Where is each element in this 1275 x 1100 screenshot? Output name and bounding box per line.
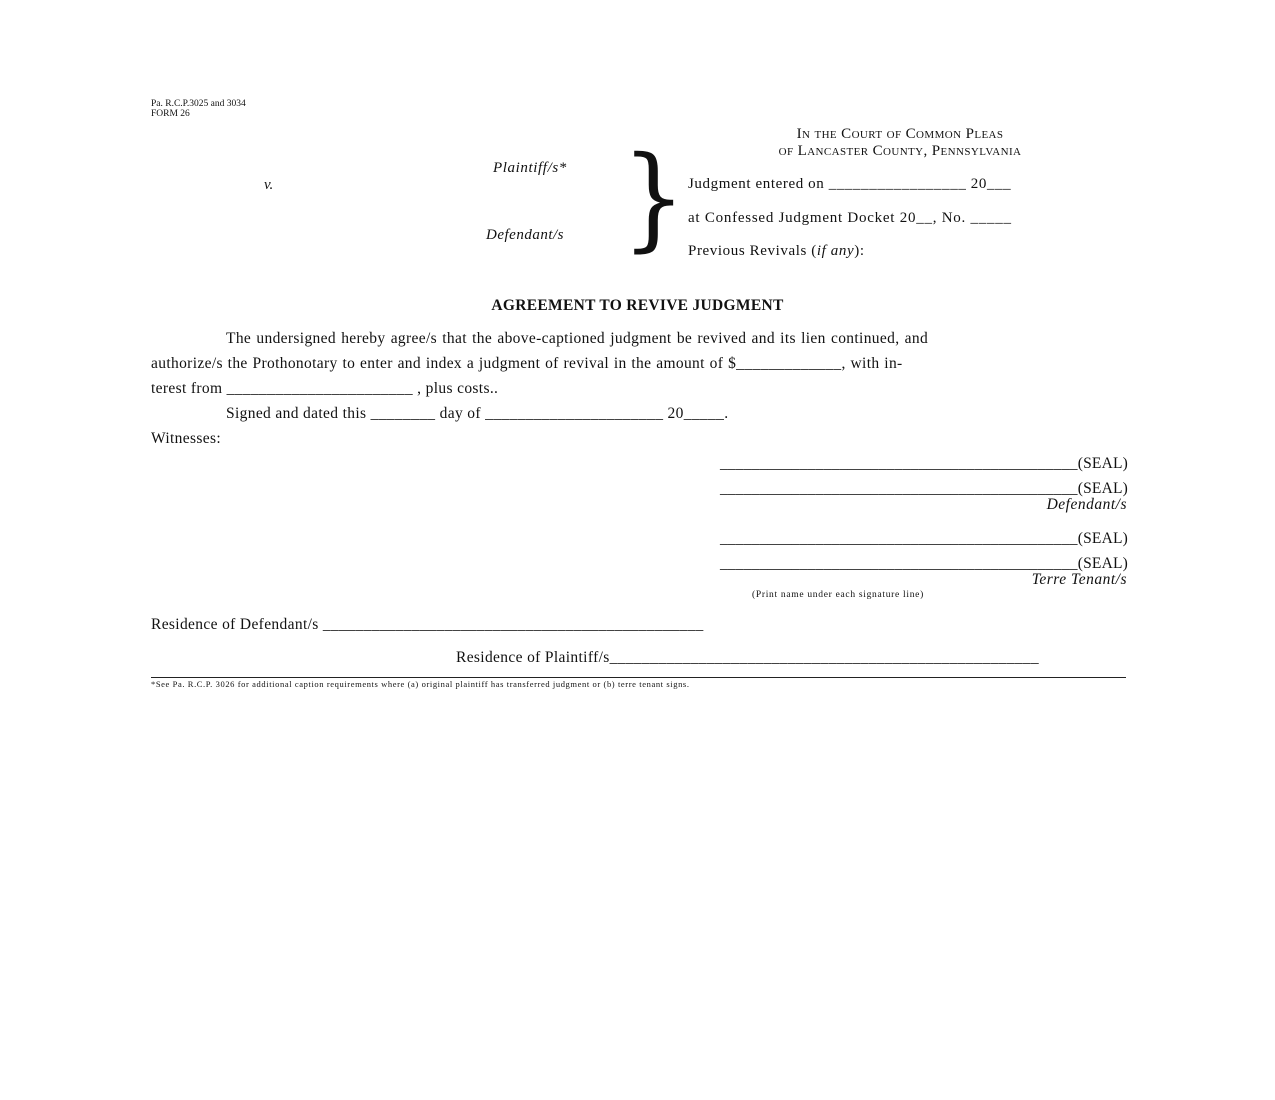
- form-number: FORM 26: [151, 109, 190, 119]
- defendant-residence-line: Residence of Defendant/s _______________________________________________: [151, 616, 704, 633]
- body-line-3: terest from _______________________ , plus costs..: [151, 380, 499, 397]
- docket-line: at Confessed Judgment Docket 20__, No. _____: [688, 210, 1012, 226]
- print-name-note: (Print name under each signature line): [752, 590, 924, 600]
- rule-reference: Pa. R.C.P.3025 and 3034: [151, 99, 246, 109]
- terre-tenants-signature-label: Terre Tenant/s: [1031, 571, 1127, 588]
- judgment-entered-line: Judgment entered on _________________ 20___: [688, 176, 1012, 192]
- body-line-1: The undersigned hereby agree/s that the above-captioned judgment be revived and its lien continued, and: [226, 330, 929, 347]
- previous-revivals-line: Previous Revivals (if any):: [688, 243, 865, 259]
- caption-footnote: *See Pa. R.C.P. 3026 for additional caption requirements where (a) original plaintiff has transferred judgment or (b) terre tenant signs.: [151, 679, 690, 689]
- versus-label: v.: [264, 177, 274, 193]
- plaintiff-label: Plaintiff/s*: [493, 160, 567, 176]
- witnesses-label: Witnesses:: [151, 430, 222, 447]
- terre-tenant-signature-line-2: _____________________________________________(SEAL): [719, 555, 1128, 572]
- defendants-signature-label: Defendant/s: [1046, 496, 1127, 513]
- court-name-line1: In the Court of Common Pleas: [796, 126, 1004, 142]
- defendant-signature-line-1: _____________________________________________(SEAL): [719, 455, 1128, 472]
- defendant-signature-line-2: _____________________________________________(SEAL): [719, 480, 1128, 497]
- document-title: AGREEMENT TO REVIVE JUDGMENT: [491, 297, 784, 314]
- plaintiff-residence-line: Residence of Plaintiff/s_____________________________________________________: [456, 649, 1039, 666]
- footnote-divider: [151, 677, 1126, 678]
- body-line-2: authorize/s the Prothonotary to enter and index a judgment of revival in the amount of $_____________, with in-: [151, 355, 903, 372]
- caption-brace: }: [621, 133, 686, 263]
- signed-dated-line: Signed and dated this ________ day of ______________________ 20_____.: [226, 405, 729, 422]
- court-name-line2: of Lancaster County, Pennsylvania: [778, 143, 1022, 159]
- terre-tenant-signature-line-1: _____________________________________________(SEAL): [719, 530, 1128, 547]
- defendant-label: Defendant/s: [486, 227, 564, 243]
